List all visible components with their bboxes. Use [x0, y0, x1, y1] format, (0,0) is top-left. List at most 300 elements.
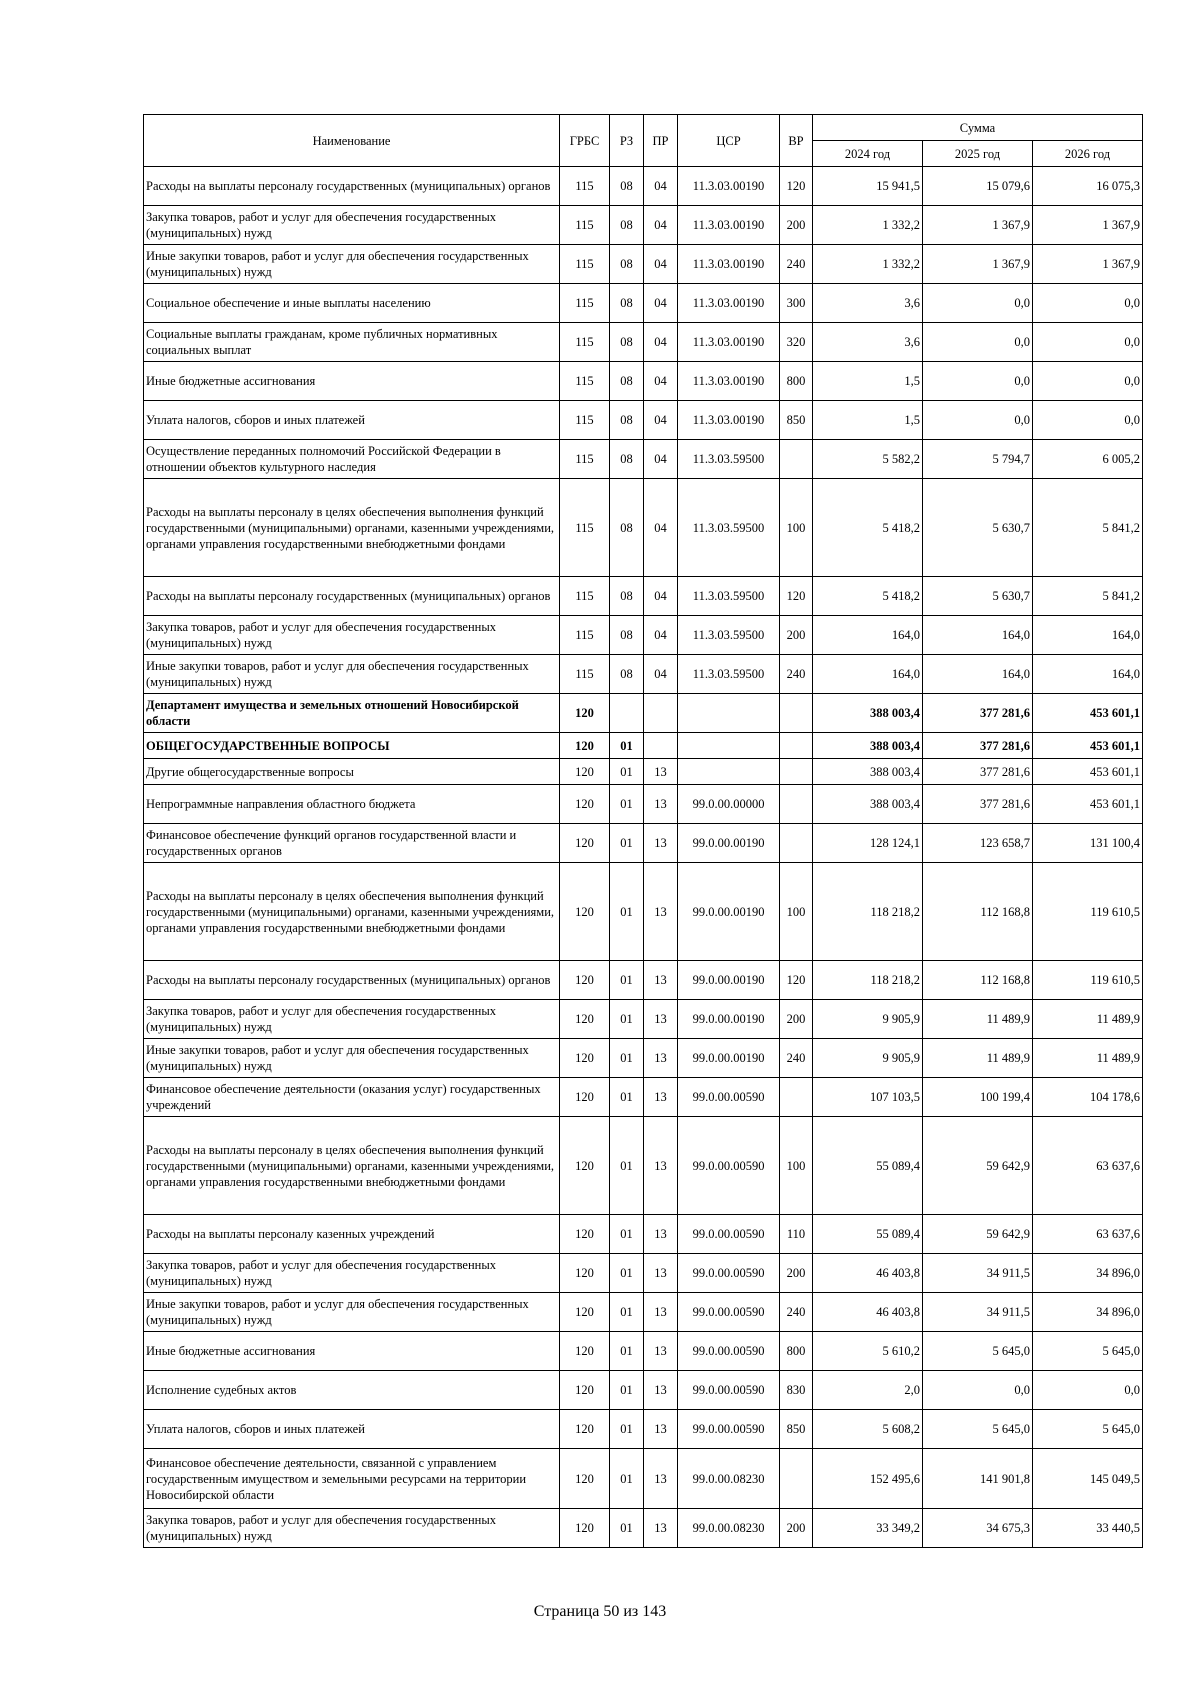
row-grbs: 115 — [560, 323, 610, 362]
row-name: Расходы на выплаты персоналу государственных (муниципальных) органов — [144, 961, 560, 1000]
row-sum-2025: 377 281,6 — [923, 694, 1033, 733]
row-sum-2026: 453 601,1 — [1033, 694, 1143, 733]
row-pr: 04 — [644, 362, 678, 401]
row-sum-2024: 5 418,2 — [813, 577, 923, 616]
table-row — [144, 785, 1143, 824]
row-csr: 99.0.00.00590 — [678, 1293, 780, 1332]
row-grbs: 120 — [560, 1215, 610, 1254]
row-sum-2026: 34 896,0 — [1033, 1254, 1143, 1293]
row-sum-2026: 63 637,6 — [1033, 1215, 1143, 1254]
row-sum-2026: 119 610,5 — [1033, 863, 1143, 961]
row-sum-2024: 164,0 — [813, 655, 923, 694]
row-sum-2024: 55 089,4 — [813, 1215, 923, 1254]
row-name: Иные закупки товаров, работ и услуг для обеспечения государственных (муниципальных) нужд — [144, 655, 560, 694]
row-vr — [780, 694, 813, 733]
table-row — [144, 245, 1143, 284]
row-sum-2026: 0,0 — [1033, 284, 1143, 323]
table-row — [144, 733, 1143, 759]
row-pr: 13 — [644, 1410, 678, 1449]
row-rz: 08 — [610, 284, 644, 323]
row-vr: 120 — [780, 167, 813, 206]
row-grbs: 115 — [560, 401, 610, 440]
row-csr: 11.3.03.00190 — [678, 401, 780, 440]
row-sum-2025: 0,0 — [923, 362, 1033, 401]
row-pr: 13 — [644, 1078, 678, 1117]
row-sum-2026: 0,0 — [1033, 362, 1143, 401]
header-pr: ПР — [644, 115, 678, 167]
row-pr: 04 — [644, 401, 678, 440]
table-row — [144, 284, 1143, 323]
row-grbs: 120 — [560, 1000, 610, 1039]
row-sum-2025: 112 168,8 — [923, 863, 1033, 961]
row-sum-2025: 59 642,9 — [923, 1117, 1033, 1215]
row-pr: 13 — [644, 1215, 678, 1254]
row-sum-2024: 5 608,2 — [813, 1410, 923, 1449]
row-rz: 01 — [610, 1371, 644, 1410]
row-vr: 120 — [780, 577, 813, 616]
row-csr: 11.3.03.59500 — [678, 577, 780, 616]
row-pr: 13 — [644, 1449, 678, 1509]
row-sum-2024: 388 003,4 — [813, 759, 923, 785]
row-csr: 11.3.03.00190 — [678, 323, 780, 362]
row-grbs: 115 — [560, 616, 610, 655]
row-rz: 08 — [610, 655, 644, 694]
row-sum-2025: 164,0 — [923, 655, 1033, 694]
header-vr: ВР — [780, 115, 813, 167]
row-rz: 08 — [610, 577, 644, 616]
row-name: Закупка товаров, работ и услуг для обеспечения государственных (муниципальных) нужд — [144, 1254, 560, 1293]
row-sum-2026: 6 005,2 — [1033, 440, 1143, 479]
row-sum-2025: 34 911,5 — [923, 1293, 1033, 1332]
row-sum-2024: 388 003,4 — [813, 785, 923, 824]
row-grbs: 120 — [560, 1078, 610, 1117]
row-grbs: 115 — [560, 284, 610, 323]
row-name: Социальное обеспечение и иные выплаты населению — [144, 284, 560, 323]
row-grbs: 115 — [560, 167, 610, 206]
row-sum-2026: 16 075,3 — [1033, 167, 1143, 206]
row-csr: 11.3.03.00190 — [678, 245, 780, 284]
row-sum-2024: 128 124,1 — [813, 824, 923, 863]
row-rz: 01 — [610, 733, 644, 759]
row-sum-2025: 164,0 — [923, 616, 1033, 655]
row-sum-2025: 15 079,6 — [923, 167, 1033, 206]
header-name: Наименование — [144, 115, 560, 167]
row-pr: 04 — [644, 167, 678, 206]
row-name: Расходы на выплаты персоналу государственных (муниципальных) органов — [144, 167, 560, 206]
row-sum-2026: 0,0 — [1033, 1371, 1143, 1410]
row-vr: 850 — [780, 401, 813, 440]
row-sum-2026: 63 637,6 — [1033, 1117, 1143, 1215]
row-grbs: 120 — [560, 1509, 610, 1548]
row-grbs: 120 — [560, 863, 610, 961]
row-sum-2025: 59 642,9 — [923, 1215, 1033, 1254]
row-sum-2025: 123 658,7 — [923, 824, 1033, 863]
row-name: Расходы на выплаты персоналу в целях обеспечения выполнения функций государственными (муниципальными) органами, казенными учреждениями, органами управления государственными внебюджетными фондами — [144, 479, 560, 577]
table-row — [144, 1000, 1143, 1039]
row-name: Расходы на выплаты персоналу в целях обеспечения выполнения функций государственными (муниципальными) органами, казенными учреждениями, органами управления государственными внебюджетными фондами — [144, 1117, 560, 1215]
row-vr: 300 — [780, 284, 813, 323]
row-pr: 13 — [644, 1371, 678, 1410]
row-sum-2025: 0,0 — [923, 1371, 1033, 1410]
row-vr — [780, 440, 813, 479]
row-sum-2024: 9 905,9 — [813, 1000, 923, 1039]
row-name: Закупка товаров, работ и услуг для обеспечения государственных (муниципальных) нужд — [144, 1509, 560, 1548]
row-csr: 99.0.00.08230 — [678, 1509, 780, 1548]
row-pr: 04 — [644, 440, 678, 479]
row-sum-2024: 118 218,2 — [813, 863, 923, 961]
row-sum-2025: 1 367,9 — [923, 206, 1033, 245]
row-sum-2026: 145 049,5 — [1033, 1449, 1143, 1509]
row-pr: 04 — [644, 245, 678, 284]
row-name: Закупка товаров, работ и услуг для обеспечения государственных (муниципальных) нужд — [144, 1000, 560, 1039]
row-grbs: 120 — [560, 1039, 610, 1078]
row-grbs: 115 — [560, 655, 610, 694]
row-vr — [780, 1078, 813, 1117]
row-rz: 01 — [610, 1117, 644, 1215]
row-pr — [644, 733, 678, 759]
row-name: Уплата налогов, сборов и иных платежей — [144, 1410, 560, 1449]
table-row — [144, 1078, 1143, 1117]
table-row — [144, 824, 1143, 863]
table-row — [144, 655, 1143, 694]
row-name: Расходы на выплаты персоналу казенных учреждений — [144, 1215, 560, 1254]
row-grbs: 115 — [560, 206, 610, 245]
row-grbs: 115 — [560, 362, 610, 401]
row-vr — [780, 759, 813, 785]
row-vr: 240 — [780, 655, 813, 694]
row-csr: 99.0.00.00590 — [678, 1078, 780, 1117]
row-sum-2024: 107 103,5 — [813, 1078, 923, 1117]
row-vr: 240 — [780, 1039, 813, 1078]
row-rz: 01 — [610, 1332, 644, 1371]
header-sum: Сумма — [813, 115, 1143, 141]
row-sum-2024: 388 003,4 — [813, 694, 923, 733]
row-rz: 01 — [610, 1039, 644, 1078]
row-name: Департамент имущества и земельных отношений Новосибирской области — [144, 694, 560, 733]
row-vr: 800 — [780, 362, 813, 401]
row-vr: 830 — [780, 1371, 813, 1410]
row-rz: 01 — [610, 863, 644, 961]
row-csr: 99.0.00.00190 — [678, 1000, 780, 1039]
row-sum-2026: 1 367,9 — [1033, 245, 1143, 284]
table-row — [144, 1254, 1143, 1293]
row-pr: 13 — [644, 863, 678, 961]
row-sum-2025: 0,0 — [923, 401, 1033, 440]
table-row — [144, 362, 1143, 401]
row-grbs: 120 — [560, 785, 610, 824]
table-row — [144, 167, 1143, 206]
row-pr: 04 — [644, 479, 678, 577]
row-pr: 13 — [644, 1039, 678, 1078]
row-pr: 04 — [644, 323, 678, 362]
row-sum-2025: 0,0 — [923, 284, 1033, 323]
row-sum-2026: 164,0 — [1033, 655, 1143, 694]
table-row — [144, 1039, 1143, 1078]
row-grbs: 120 — [560, 1293, 610, 1332]
header-grbs: ГРБС — [560, 115, 610, 167]
row-pr: 13 — [644, 759, 678, 785]
row-pr: 04 — [644, 284, 678, 323]
row-sum-2025: 377 281,6 — [923, 733, 1033, 759]
row-sum-2026: 131 100,4 — [1033, 824, 1143, 863]
row-csr: 99.0.00.00000 — [678, 785, 780, 824]
row-csr: 99.0.00.00590 — [678, 1410, 780, 1449]
row-rz: 08 — [610, 362, 644, 401]
row-grbs: 120 — [560, 759, 610, 785]
row-name: Иные бюджетные ассигнования — [144, 1332, 560, 1371]
row-sum-2025: 0,0 — [923, 323, 1033, 362]
row-csr: 11.3.03.59500 — [678, 616, 780, 655]
row-sum-2026: 0,0 — [1033, 401, 1143, 440]
row-sum-2026: 0,0 — [1033, 323, 1143, 362]
row-name: Расходы на выплаты персоналу государственных (муниципальных) органов — [144, 577, 560, 616]
row-vr: 800 — [780, 1332, 813, 1371]
row-sum-2024: 46 403,8 — [813, 1254, 923, 1293]
row-sum-2024: 3,6 — [813, 323, 923, 362]
table-row — [144, 1410, 1143, 1449]
row-vr: 240 — [780, 1293, 813, 1332]
row-vr: 320 — [780, 323, 813, 362]
row-grbs: 120 — [560, 733, 610, 759]
row-sum-2024: 118 218,2 — [813, 961, 923, 1000]
row-vr: 100 — [780, 1117, 813, 1215]
row-name: Исполнение судебных актов — [144, 1371, 560, 1410]
row-vr: 100 — [780, 479, 813, 577]
row-sum-2026: 5 841,2 — [1033, 479, 1143, 577]
table-row — [144, 863, 1143, 961]
row-sum-2024: 1,5 — [813, 362, 923, 401]
row-sum-2024: 5 582,2 — [813, 440, 923, 479]
row-rz: 08 — [610, 245, 644, 284]
row-sum-2024: 388 003,4 — [813, 733, 923, 759]
table-row — [144, 759, 1143, 785]
row-name: Расходы на выплаты персоналу в целях обеспечения выполнения функций государственными (муниципальными) органами, казенными учреждениями, органами управления государственными внебюджетными фондами — [144, 863, 560, 961]
row-name: Социальные выплаты гражданам, кроме публичных нормативных социальных выплат — [144, 323, 560, 362]
row-pr: 13 — [644, 1509, 678, 1548]
row-sum-2025: 5 630,7 — [923, 577, 1033, 616]
row-sum-2024: 33 349,2 — [813, 1509, 923, 1548]
row-sum-2026: 11 489,9 — [1033, 1039, 1143, 1078]
row-vr: 240 — [780, 245, 813, 284]
row-sum-2025: 112 168,8 — [923, 961, 1033, 1000]
row-rz: 08 — [610, 206, 644, 245]
row-rz: 01 — [610, 1078, 644, 1117]
row-sum-2024: 5 610,2 — [813, 1332, 923, 1371]
row-rz: 08 — [610, 401, 644, 440]
row-rz: 01 — [610, 1449, 644, 1509]
row-vr: 200 — [780, 1509, 813, 1548]
row-vr: 200 — [780, 206, 813, 245]
row-sum-2026: 1 367,9 — [1033, 206, 1143, 245]
row-pr — [644, 694, 678, 733]
row-sum-2024: 1 332,2 — [813, 206, 923, 245]
table-row — [144, 1332, 1143, 1371]
header-2026: 2026 год — [1033, 141, 1143, 167]
row-grbs: 120 — [560, 1371, 610, 1410]
row-csr: 99.0.00.00190 — [678, 1039, 780, 1078]
row-grbs: 120 — [560, 694, 610, 733]
row-name: Иные бюджетные ассигнования — [144, 362, 560, 401]
row-name: Другие общегосударственные вопросы — [144, 759, 560, 785]
row-csr: 99.0.00.00190 — [678, 824, 780, 863]
row-sum-2024: 164,0 — [813, 616, 923, 655]
row-sum-2026: 119 610,5 — [1033, 961, 1143, 1000]
row-name: Закупка товаров, работ и услуг для обеспечения государственных (муниципальных) нужд — [144, 206, 560, 245]
row-pr: 13 — [644, 1332, 678, 1371]
row-sum-2025: 34 675,3 — [923, 1509, 1033, 1548]
row-csr: 11.3.03.59500 — [678, 440, 780, 479]
row-grbs: 115 — [560, 577, 610, 616]
table-row — [144, 961, 1143, 1000]
row-rz: 08 — [610, 616, 644, 655]
row-rz: 01 — [610, 1215, 644, 1254]
row-sum-2025: 5 630,7 — [923, 479, 1033, 577]
row-vr: 110 — [780, 1215, 813, 1254]
row-rz — [610, 694, 644, 733]
row-sum-2024: 9 905,9 — [813, 1039, 923, 1078]
row-rz: 01 — [610, 1509, 644, 1548]
row-pr: 04 — [644, 616, 678, 655]
row-grbs: 115 — [560, 479, 610, 577]
row-sum-2025: 11 489,9 — [923, 1039, 1033, 1078]
row-sum-2024: 46 403,8 — [813, 1293, 923, 1332]
row-rz: 01 — [610, 785, 644, 824]
header-csr: ЦСР — [678, 115, 780, 167]
row-pr: 13 — [644, 961, 678, 1000]
row-sum-2025: 34 911,5 — [923, 1254, 1033, 1293]
row-sum-2025: 11 489,9 — [923, 1000, 1033, 1039]
row-sum-2025: 377 281,6 — [923, 759, 1033, 785]
row-vr — [780, 785, 813, 824]
row-sum-2024: 2,0 — [813, 1371, 923, 1410]
row-name: Финансовое обеспечение деятельности (оказания услуг) государственных учреждений — [144, 1078, 560, 1117]
row-vr — [780, 733, 813, 759]
row-name: Иные закупки товаров, работ и услуг для обеспечения государственных (муниципальных) нужд — [144, 1293, 560, 1332]
row-csr — [678, 759, 780, 785]
row-csr: 11.3.03.00190 — [678, 362, 780, 401]
row-rz: 01 — [610, 1410, 644, 1449]
table-body — [144, 167, 1143, 1548]
table-row — [144, 1371, 1143, 1410]
row-rz: 08 — [610, 323, 644, 362]
table-row — [144, 1449, 1143, 1509]
row-pr: 04 — [644, 206, 678, 245]
row-vr — [780, 824, 813, 863]
row-sum-2025: 5 645,0 — [923, 1410, 1033, 1449]
row-sum-2024: 3,6 — [813, 284, 923, 323]
table-row — [144, 479, 1143, 577]
row-csr: 11.3.03.00190 — [678, 206, 780, 245]
row-name: Иные закупки товаров, работ и услуг для обеспечения государственных (муниципальных) нужд — [144, 1039, 560, 1078]
row-pr: 04 — [644, 655, 678, 694]
row-grbs: 120 — [560, 824, 610, 863]
row-name: Финансовое обеспечение функций органов государственной власти и государственных органов — [144, 824, 560, 863]
row-sum-2026: 453 601,1 — [1033, 733, 1143, 759]
row-sum-2026: 453 601,1 — [1033, 785, 1143, 824]
row-rz: 08 — [610, 167, 644, 206]
row-pr: 13 — [644, 824, 678, 863]
row-sum-2026: 164,0 — [1033, 616, 1143, 655]
table-row — [144, 577, 1143, 616]
row-pr: 13 — [644, 1117, 678, 1215]
row-sum-2026: 104 178,6 — [1033, 1078, 1143, 1117]
row-csr: 11.3.03.00190 — [678, 284, 780, 323]
row-sum-2025: 100 199,4 — [923, 1078, 1033, 1117]
row-pr: 13 — [644, 1254, 678, 1293]
table-row — [144, 1293, 1143, 1332]
row-rz: 01 — [610, 1254, 644, 1293]
row-vr — [780, 1449, 813, 1509]
row-sum-2026: 11 489,9 — [1033, 1000, 1143, 1039]
row-csr — [678, 733, 780, 759]
header-rz: РЗ — [610, 115, 644, 167]
row-name: Иные закупки товаров, работ и услуг для обеспечения государственных (муниципальных) нужд — [144, 245, 560, 284]
row-name: Непрограммные направления областного бюджета — [144, 785, 560, 824]
row-csr: 99.0.00.00590 — [678, 1254, 780, 1293]
row-csr: 99.0.00.00590 — [678, 1215, 780, 1254]
row-sum-2024: 15 941,5 — [813, 167, 923, 206]
row-grbs: 115 — [560, 440, 610, 479]
table-row — [144, 440, 1143, 479]
row-grbs: 115 — [560, 245, 610, 284]
table-row — [144, 616, 1143, 655]
row-rz: 01 — [610, 1293, 644, 1332]
row-sum-2026: 453 601,1 — [1033, 759, 1143, 785]
row-sum-2024: 5 418,2 — [813, 479, 923, 577]
row-name: Уплата налогов, сборов и иных платежей — [144, 401, 560, 440]
row-name: Осуществление переданных полномочий Российской Федерации в отношении объектов культурного наследия — [144, 440, 560, 479]
row-vr: 850 — [780, 1410, 813, 1449]
row-csr: 11.3.03.00190 — [678, 167, 780, 206]
row-sum-2024: 1,5 — [813, 401, 923, 440]
row-sum-2025: 141 901,8 — [923, 1449, 1033, 1509]
row-pr: 13 — [644, 1000, 678, 1039]
row-sum-2026: 33 440,5 — [1033, 1509, 1143, 1548]
table-row — [144, 1509, 1143, 1548]
row-csr: 99.0.00.00590 — [678, 1332, 780, 1371]
row-csr: 99.0.00.00590 — [678, 1371, 780, 1410]
row-rz: 08 — [610, 440, 644, 479]
row-grbs: 120 — [560, 1449, 610, 1509]
row-sum-2026: 5 645,0 — [1033, 1332, 1143, 1371]
header-2024: 2024 год — [813, 141, 923, 167]
row-csr: 99.0.00.00190 — [678, 863, 780, 961]
row-csr: 99.0.00.00590 — [678, 1117, 780, 1215]
row-sum-2026: 5 841,2 — [1033, 577, 1143, 616]
row-grbs: 120 — [560, 1254, 610, 1293]
table-row — [144, 323, 1143, 362]
row-vr: 120 — [780, 961, 813, 1000]
row-vr: 100 — [780, 863, 813, 961]
row-vr: 200 — [780, 1254, 813, 1293]
row-rz: 01 — [610, 1000, 644, 1039]
row-csr: 99.0.00.00190 — [678, 961, 780, 1000]
row-grbs: 120 — [560, 1117, 610, 1215]
row-grbs: 120 — [560, 1410, 610, 1449]
row-rz: 01 — [610, 824, 644, 863]
row-grbs: 120 — [560, 1332, 610, 1371]
budget-table — [143, 114, 1143, 1548]
table-row — [144, 1215, 1143, 1254]
row-name: ОБЩЕГОСУДАРСТВЕННЫЕ ВОПРОСЫ — [144, 733, 560, 759]
row-vr: 200 — [780, 616, 813, 655]
row-csr — [678, 694, 780, 733]
row-name: Финансовое обеспечение деятельности, связанной с управлением государственным имуществом и земельными ресурсами на территории Новосибирской области — [144, 1449, 560, 1509]
table-row — [144, 694, 1143, 733]
row-rz: 08 — [610, 479, 644, 577]
row-sum-2025: 5 645,0 — [923, 1332, 1033, 1371]
row-rz: 01 — [610, 961, 644, 1000]
